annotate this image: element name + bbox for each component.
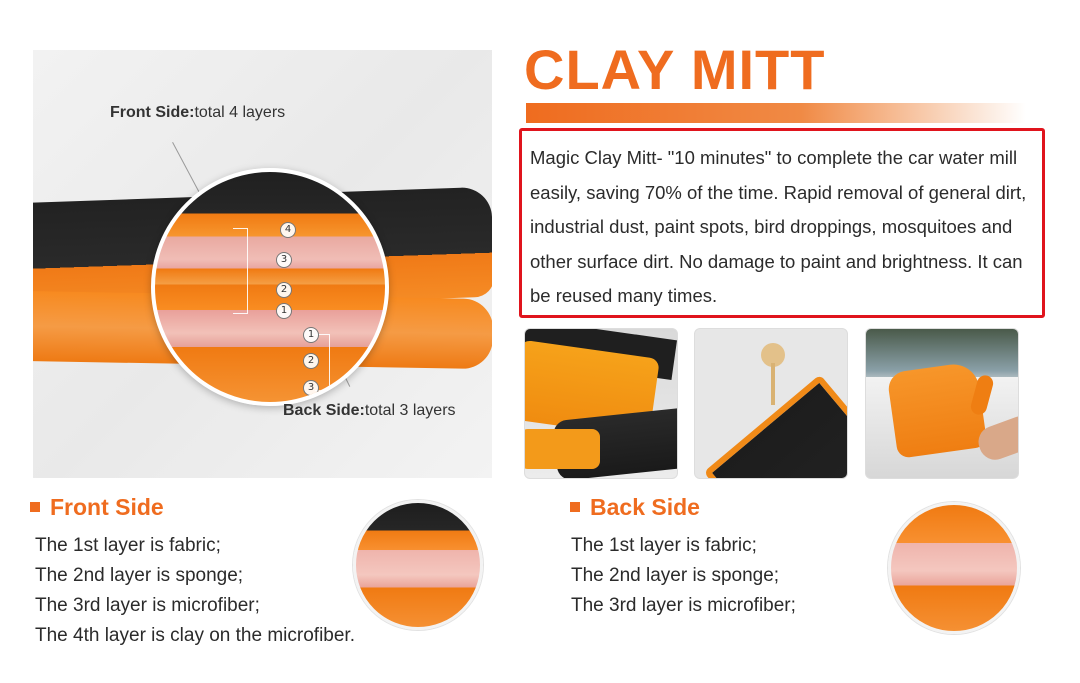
thumbnail-mitt-on-car [865, 328, 1019, 479]
thumbnail-mitt-hanging [694, 328, 848, 479]
list-item: The 1st layer is fabric; [571, 535, 757, 556]
page-title: CLAY MITT [524, 38, 826, 101]
front-side-detail-photo [353, 500, 483, 630]
front-side-heading [30, 494, 164, 521]
list-item: The 3rd layer is microfiber; [571, 595, 796, 616]
back-layer-number: 2 [303, 353, 319, 369]
square-bullet-icon [30, 502, 40, 512]
square-bullet-icon [570, 502, 580, 512]
list-item: The 2nd layer is sponge; [35, 565, 244, 586]
back-side-detail-photo [888, 502, 1020, 634]
front-side-callout [110, 104, 285, 122]
front-callout-text: total 4 layers [194, 104, 286, 121]
description-text: Magic Clay Mitt- "10 minutes" to complete the car water mill easily, saving 70% of the time. Rapid removal of general dirt, industrial dust, paint spots, bird droppings, mosquitoes and other surface dirt. No damage to paint and brightness. It can be reused many times. [530, 147, 1027, 306]
back-side-layer-list [571, 531, 796, 621]
back-layer-number: 3 [303, 380, 319, 396]
thumbnail-mitt-folded [524, 328, 678, 479]
hanging-mitt-shape [704, 374, 848, 479]
back-side-callout [283, 402, 456, 420]
front-layer-number: 4 [280, 222, 296, 238]
list-item: The 1st layer is fabric; [35, 535, 221, 556]
hook-arm-shape [771, 363, 775, 405]
front-side-layer-list [35, 531, 355, 651]
layer-zoom-circle [151, 168, 389, 406]
front-layer-number: 2 [276, 282, 292, 298]
list-item: The 4th layer is clay on the microfiber. [35, 625, 355, 646]
description-box [519, 128, 1045, 318]
front-callout-bold: Front Side: [110, 104, 195, 121]
front-layer-number: 1 [276, 303, 292, 319]
back-callout-text: total 3 layers [364, 402, 456, 419]
back-layer-number: 1 [303, 327, 319, 343]
back-callout-bold: Back Side: [283, 402, 365, 419]
product-cross-section-photo [33, 50, 492, 478]
front-layers-bracket [233, 228, 248, 314]
front-layer-number: 3 [276, 252, 292, 268]
list-item: The 2nd layer is sponge; [571, 565, 780, 586]
mitt-lower-orange-shape [524, 429, 600, 469]
title-underline-bar [526, 103, 1026, 123]
list-item: The 3rd layer is microfiber; [35, 595, 260, 616]
back-side-heading-text: Back Side [590, 494, 700, 520]
back-side-heading [570, 494, 700, 521]
front-side-heading-text: Front Side [50, 494, 164, 520]
